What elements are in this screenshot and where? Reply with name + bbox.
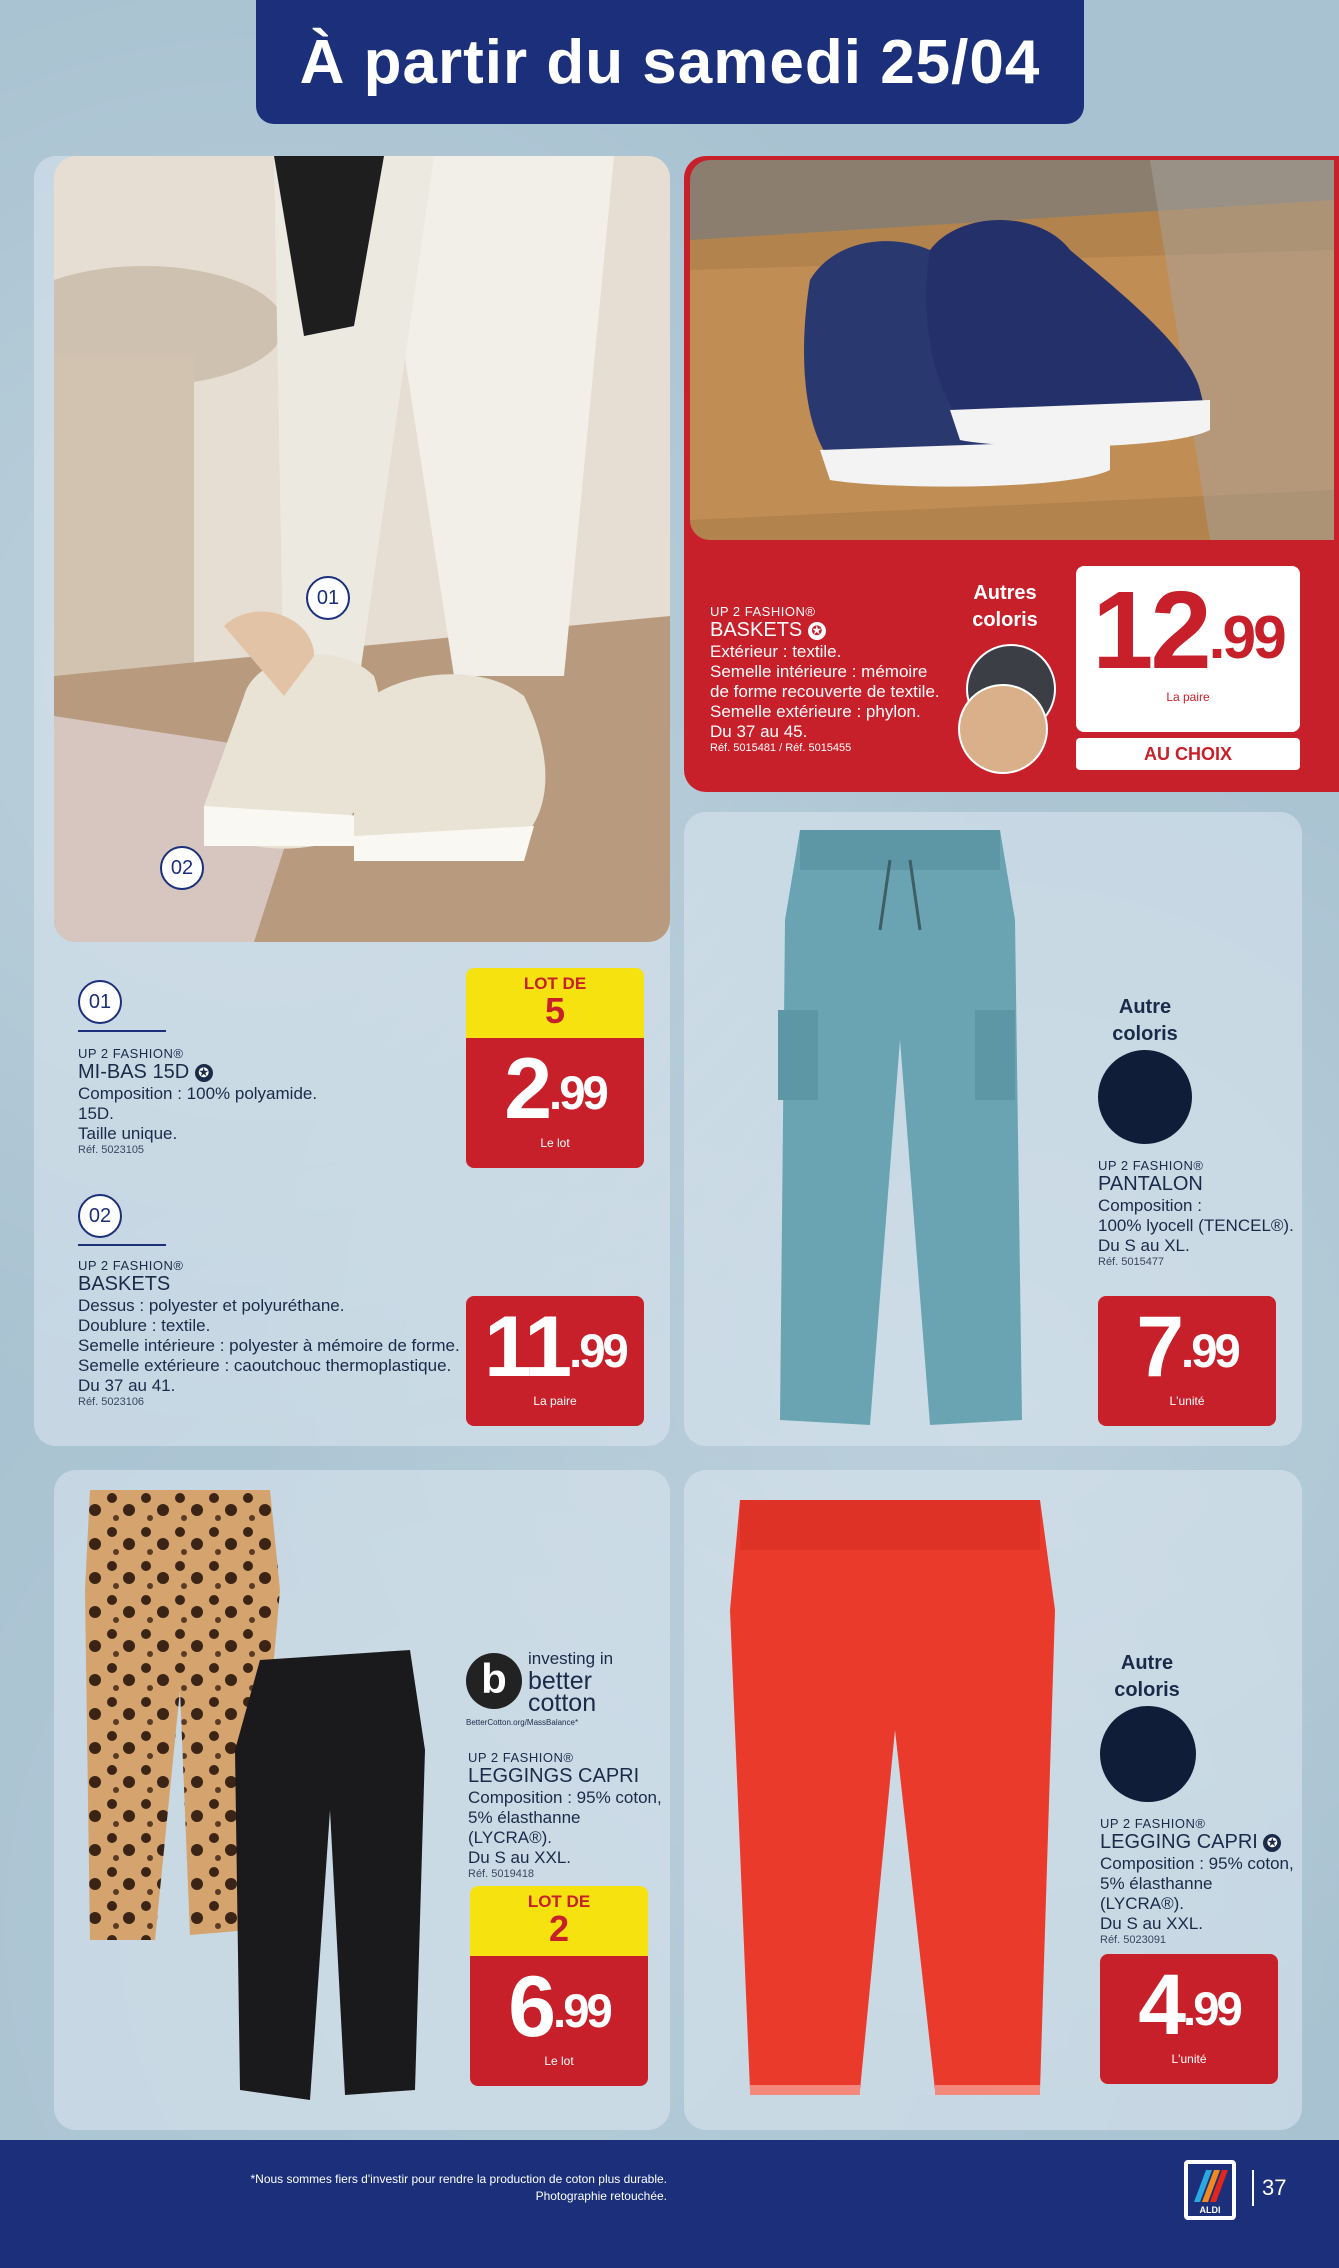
baskets-beige-desc-2: Doublure : textile. (78, 1316, 211, 1335)
legging-red-text-block (1100, 1816, 1300, 1946)
item-number-02 (78, 1194, 122, 1238)
pantalon-desc-3: Du S au XL. (1098, 1236, 1190, 1255)
legging-red-desc-1: Composition : 95% coton, (1100, 1854, 1294, 1873)
baskets-navy-price-box (1076, 566, 1300, 732)
leggings-ref: Réf. 5019418 (468, 1868, 535, 1880)
baskets-beige-brand: UP 2 FASHION® (78, 1258, 184, 1273)
star-icon: ✪ (808, 622, 826, 640)
leggings-brand: UP 2 FASHION® (468, 1750, 574, 1765)
mibas-desc-2: 15D. (78, 1104, 114, 1123)
leggings-price-dec: 99 (563, 1984, 610, 2038)
legging-red-price: $4^{.99}$ (1138, 1957, 1240, 2053)
leggings-price-box (470, 1956, 648, 2086)
mibas-desc-1: Composition : 100% polyamide. (78, 1084, 318, 1103)
pantalon-autre: Autre (1118, 996, 1172, 1018)
mibas-name: MI-BAS 15D (78, 1061, 190, 1083)
star-icon: ✪ (1263, 1834, 1281, 1852)
aldi-logo (1184, 2160, 1236, 2220)
footer-note (250, 2171, 667, 2205)
star-icon: ✪ (195, 1064, 213, 1082)
pantalon-price-unit: L'unité (1169, 1394, 1205, 1408)
baskets-navy-price: $12^{.99}$ (1092, 569, 1284, 692)
pantalon-name: PANTALON (1098, 1173, 1203, 1195)
baskets-navy-ref: Réf. 5015481 / Réf. 5015455 (710, 742, 852, 754)
baskets-navy-name-row (710, 619, 980, 642)
date-banner (256, 0, 1084, 124)
baskets-beige-price-box (466, 1296, 644, 1426)
legging-red-brand: UP 2 FASHION® (1100, 1816, 1206, 1831)
item-number-01-text: 01 (88, 990, 112, 1013)
legging-red-name: LEGGING CAPRI (1100, 1831, 1258, 1853)
mibas-price-int: 2 (504, 1041, 550, 1137)
legging-red-desc-2: 5% élasthanne (LYCRA®). (1100, 1874, 1213, 1913)
baskets-navy-price-dec: 99 (1222, 603, 1284, 672)
red-legging-photo (720, 1490, 1060, 2110)
teal-pants-photo (760, 820, 1030, 1440)
pantalon-autre-coloris (1100, 994, 1190, 1048)
baskets-beige-price-unit: La paire (533, 1394, 577, 1408)
swatch-beige (958, 684, 1048, 774)
pantalon-price: $7^{.99}$ (1136, 1299, 1238, 1395)
leggings-price: $6^{.99}$ (508, 1959, 610, 2055)
page-separator (1252, 2170, 1254, 2206)
leggings-desc-2: 5% élasthanne (LYCRA®). (468, 1808, 581, 1847)
better-cotton-b-icon: b (466, 1653, 522, 1709)
baskets-navy-autres-coloris (960, 580, 1050, 634)
mibas-lot-count: 5 (544, 990, 566, 1031)
leggings-price-unit: Le lot (544, 2054, 574, 2068)
baskets-beige-price-int: 11 (484, 1299, 570, 1395)
baskets-navy-desc-3: de forme recouverte de textile. (710, 682, 940, 701)
mibas-desc-3: Taille unique. (78, 1124, 178, 1143)
legging-red-desc-3: Du S au XXL. (1100, 1914, 1204, 1933)
item-number-02-text: 02 (88, 1204, 112, 1227)
item-number-01 (78, 980, 122, 1024)
baskets-beige-desc-3: Semelle intérieure : polyester à mémoire de forme. (78, 1336, 460, 1355)
baskets-navy-price-unit: La paire (1166, 690, 1210, 704)
pantalon-desc-1: Composition : (1098, 1196, 1202, 1215)
banner-title: À partir du samedi 25/04 (299, 27, 1041, 97)
footer-note-1: *Nous sommes fiers d'investir pour rendre la production de coton plus durable. (250, 2172, 667, 2186)
baskets-beige-name: BASKETS (78, 1273, 171, 1295)
baskets-beige-desc-4: Semelle extérieure : caoutchouc thermoplastique. (78, 1356, 452, 1375)
mibas-lot-label: LOT DE (523, 974, 587, 993)
aldi-logo-text: ALDI (1199, 2205, 1221, 2215)
leggings-lot-badge (470, 1886, 648, 1956)
baskets-navy-price-int: 12 (1092, 569, 1209, 692)
better-cotton-line3: cotton (528, 1689, 597, 1717)
swatch-navy-legging (1100, 1706, 1196, 1802)
legging-red-autre: Autre (1120, 1652, 1174, 1674)
leggings-name: LEGGINGS CAPRI (468, 1765, 640, 1787)
baskets-navy-desc-5: Du 37 au 45. (710, 722, 808, 741)
pantalon-price-dec: 99 (1191, 1324, 1238, 1378)
leggings-photo (70, 1490, 460, 2120)
baskets-beige-text-block (78, 1258, 468, 1408)
item-01-underline (78, 1030, 166, 1032)
mibas-lot-badge (466, 968, 644, 1038)
leggings-lot-label: LOT DE (527, 1892, 591, 1911)
baskets-navy-brand: UP 2 FASHION® (710, 604, 816, 619)
baskets-beige-desc-5: Du 37 au 41. (78, 1376, 176, 1395)
callout-01-photo: 01 (306, 576, 350, 620)
mibas-text-block (78, 1046, 438, 1156)
legging-red-coloris: coloris (1114, 1679, 1180, 1701)
baskets-beige-price: $11^{.99}$ (484, 1299, 626, 1395)
legging-red-price-unit: L'unité (1171, 2052, 1207, 2066)
mibas-price-box (466, 1038, 644, 1168)
mibas-price-unit: Le lot (540, 1136, 570, 1150)
pantalon-price-int: 7 (1136, 1299, 1182, 1395)
legging-red-name-row (1100, 1831, 1300, 1854)
baskets-navy-text-block (710, 604, 980, 754)
baskets-beige-ref: Réf. 5023106 (78, 1396, 145, 1408)
legging-red-ref: Réf. 5023091 (1100, 1934, 1167, 1946)
pantalon-coloris: coloris (1112, 1023, 1178, 1045)
legging-red-price-box (1100, 1954, 1278, 2084)
swatch-navy-pantalon (1098, 1050, 1192, 1144)
baskets-navy-autres: Autres (973, 582, 1037, 604)
better-cotton-line1: investing in (528, 1649, 614, 1668)
baskets-navy-desc-1: Extérieur : textile. (710, 642, 842, 661)
baskets-navy-desc-2: Semelle intérieure : mémoire (710, 662, 928, 681)
navy-sneakers-photo (690, 160, 1334, 540)
leggings-desc-3: Du S au XXL. (468, 1848, 572, 1867)
pantalon-text-block (1098, 1158, 1298, 1268)
legging-red-price-dec: 99 (1193, 1982, 1240, 2036)
better-cotton-logo (466, 1648, 656, 1727)
beige-sneakers-photo (54, 156, 670, 942)
leggings-price-int: 6 (508, 1959, 554, 2055)
mibas-ref: Réf. 5023105 (78, 1144, 145, 1156)
item-02-underline (78, 1244, 166, 1246)
leggings-text-block (468, 1750, 668, 1880)
legging-red-autre-coloris (1102, 1650, 1192, 1704)
baskets-beige-desc-1: Dessus : polyester et polyuréthane. (78, 1296, 345, 1315)
baskets-beige-price-dec: 99 (579, 1324, 626, 1378)
mibas-price-dec: 99 (559, 1066, 606, 1120)
callout-02-photo: 02 (160, 846, 204, 890)
footer-bar (0, 2140, 1339, 2268)
mibas-price: $2^{.99}$ (504, 1041, 606, 1137)
pantalon-price-box (1098, 1296, 1276, 1426)
baskets-navy-desc-4: Semelle extérieure : phylon. (710, 702, 921, 721)
mibas-name-row (78, 1061, 438, 1084)
leggings-desc-1: Composition : 95% coton, (468, 1788, 662, 1807)
better-cotton-url: BetterCotton.org/MassBalance* (466, 1718, 579, 1727)
baskets-navy-coloris: coloris (972, 609, 1038, 631)
leggings-lot-count: 2 (548, 1908, 570, 1949)
au-choix-badge: AU CHOIX (1076, 738, 1300, 770)
baskets-navy-name: BASKETS (710, 619, 803, 641)
better-cotton-line2: better (528, 1667, 592, 1695)
pantalon-ref: Réf. 5015477 (1098, 1256, 1165, 1268)
pantalon-desc-2: 100% lyocell (TENCEL®). (1098, 1216, 1294, 1235)
pantalon-brand: UP 2 FASHION® (1098, 1158, 1204, 1173)
legging-red-price-int: 4 (1138, 1957, 1184, 2053)
footer-note-2: Photographie retouchée. (535, 2189, 667, 2203)
mibas-brand: UP 2 FASHION® (78, 1046, 184, 1061)
page-number: 37 (1262, 2175, 1287, 2200)
